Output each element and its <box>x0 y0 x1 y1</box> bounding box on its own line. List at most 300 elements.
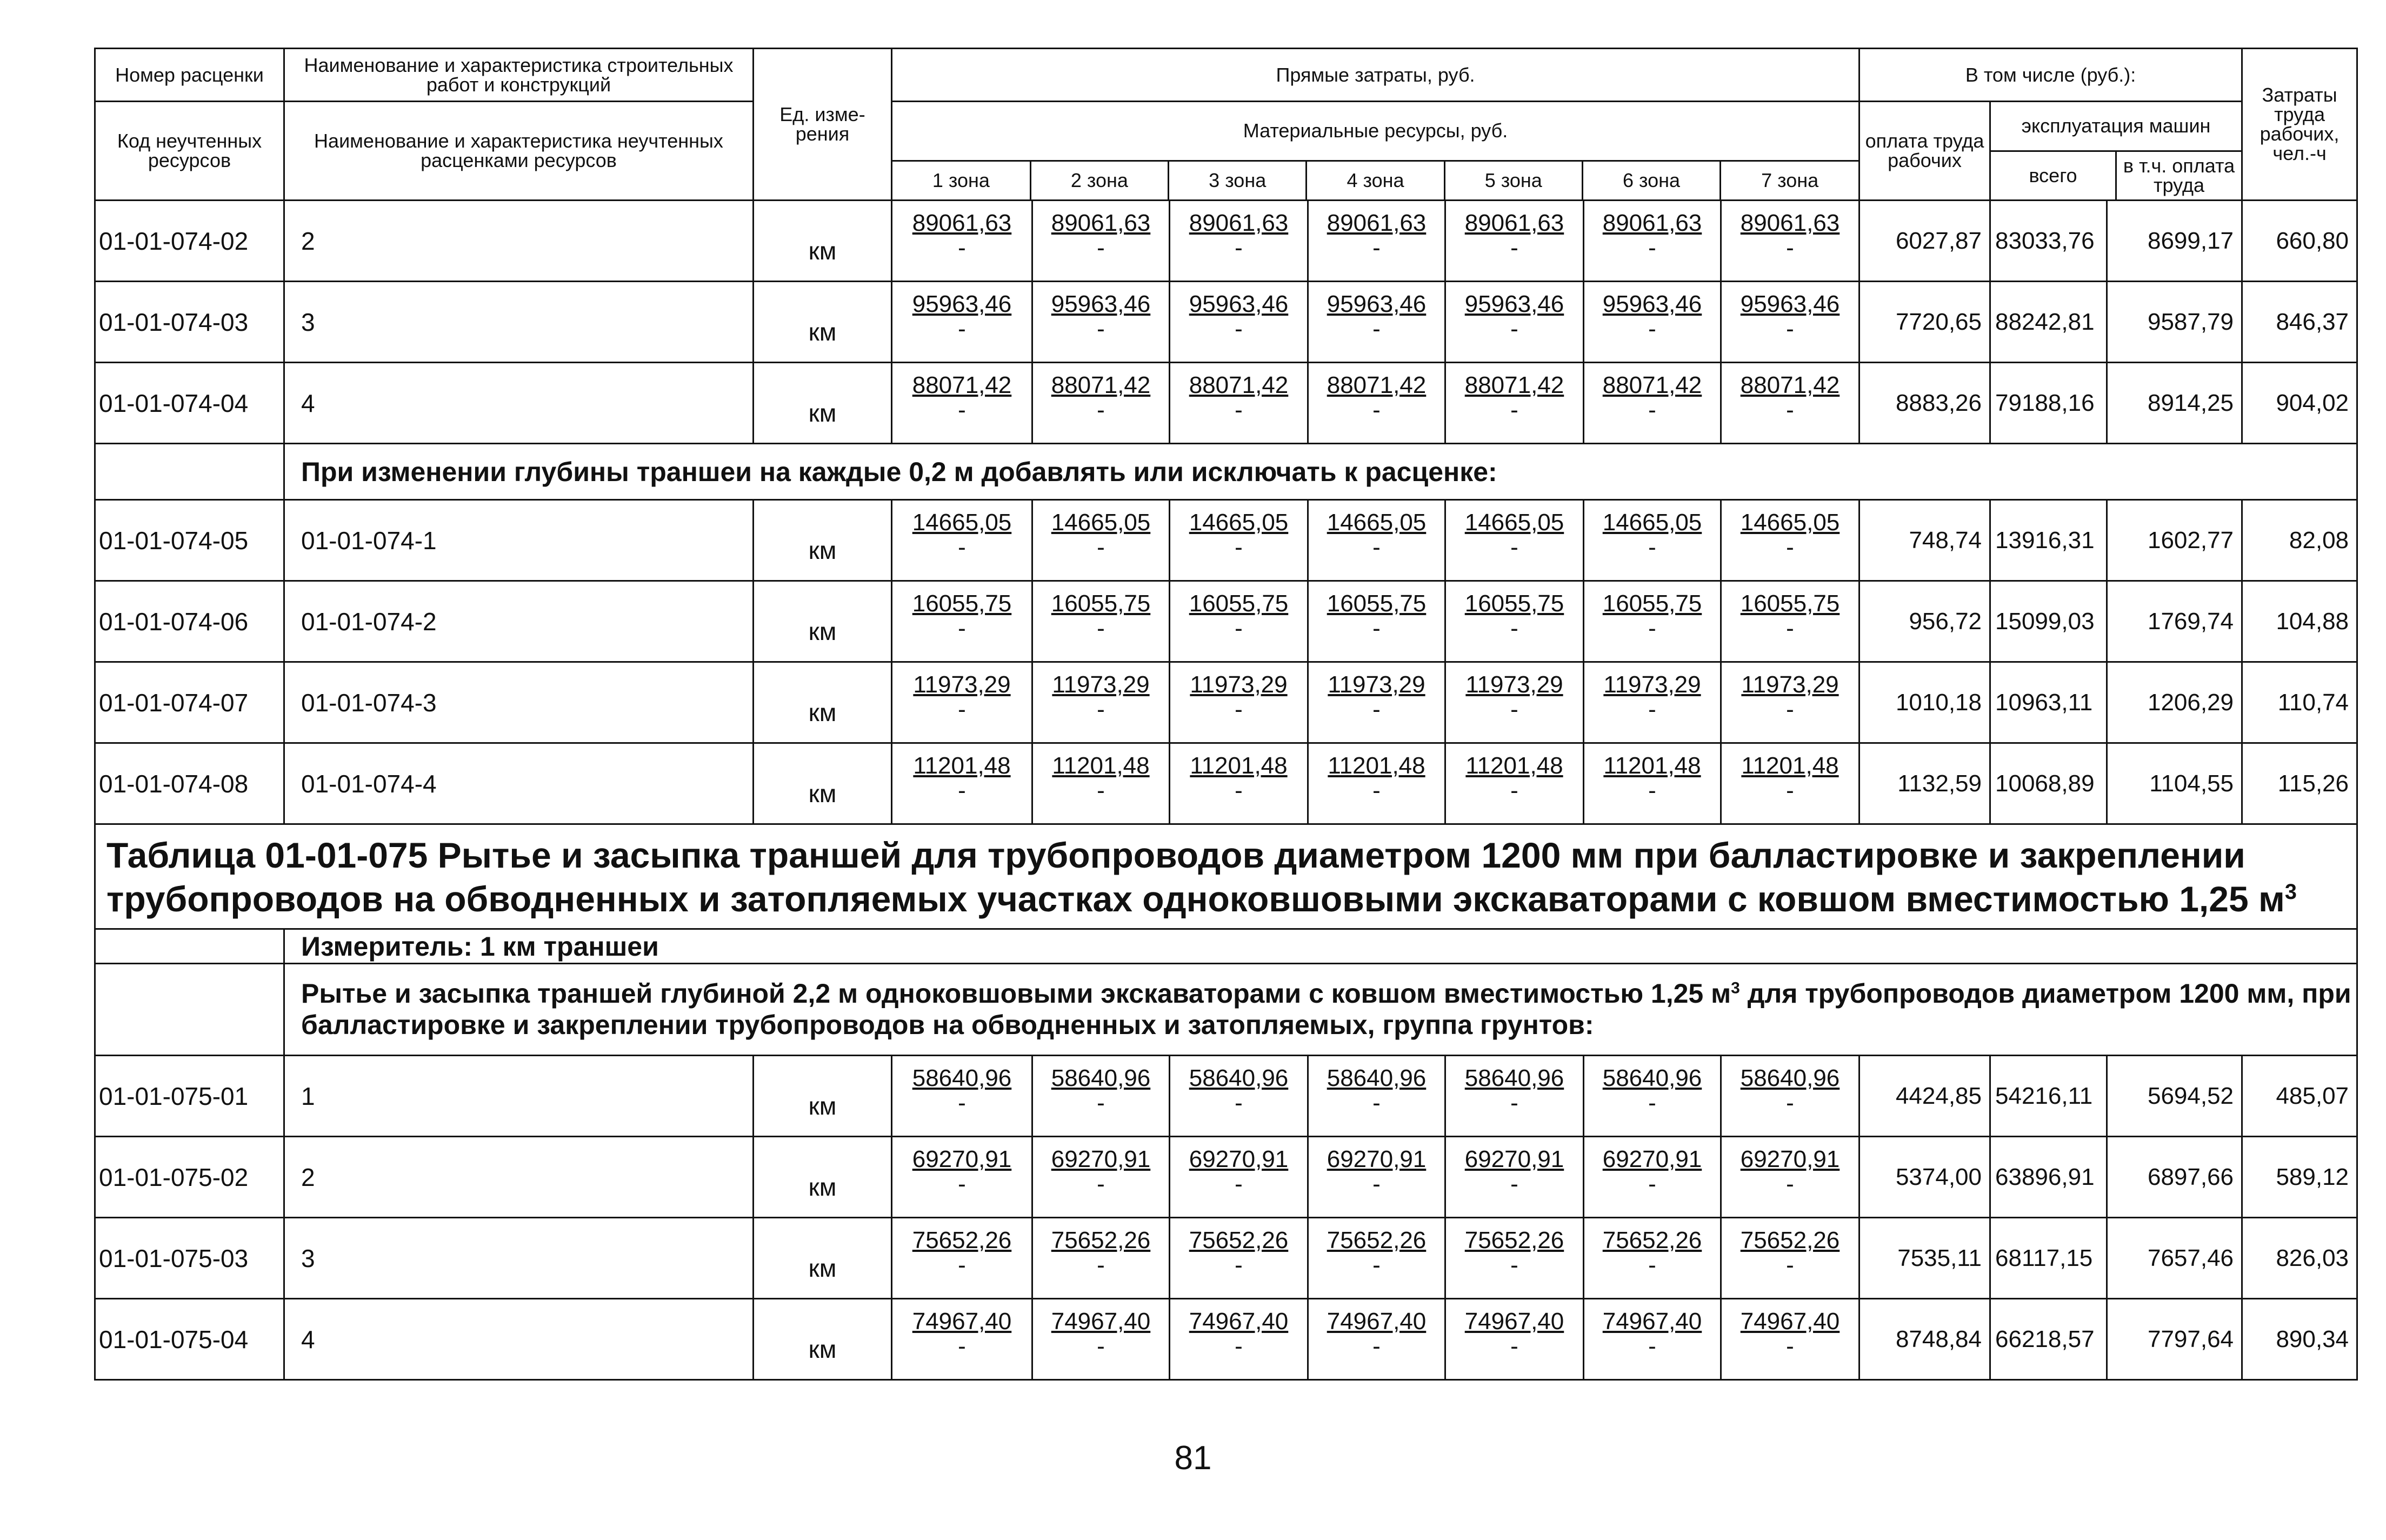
zone-price-sub: - <box>1510 1090 1518 1117</box>
labor-pay-value: 8748,84 <box>1860 1299 1990 1380</box>
zone-price-value: 75652,26 <box>1051 1227 1151 1254</box>
rate-name: 01-01-074-3 <box>284 662 754 743</box>
zone-price-5 <box>1445 282 1584 363</box>
zone-price-7 <box>1721 1299 1860 1380</box>
zone-price-value: 88071,42 <box>1464 372 1564 398</box>
zone-price-7 <box>1721 282 1860 363</box>
header-materials-block <box>892 102 1860 201</box>
zone-price-value: 14665,05 <box>912 509 1012 536</box>
zone-price-2 <box>1032 201 1170 282</box>
zone-price-3 <box>1170 201 1308 282</box>
zone-price-3 <box>1170 1137 1308 1218</box>
zone-price-4 <box>1308 1218 1445 1299</box>
zone-price-sub: - <box>1786 1333 1794 1360</box>
zone-price-2 <box>1032 282 1170 363</box>
zone-price-sub: - <box>1372 696 1381 723</box>
zone-price-sub: - <box>1648 534 1656 561</box>
zone-price-value: 16055,75 <box>1189 590 1289 617</box>
zone-price-2 <box>1032 1137 1170 1218</box>
description-empty <box>95 964 284 1056</box>
zone-price-value: 11201,48 <box>1052 752 1150 779</box>
zone-price-sub: - <box>1372 1252 1381 1279</box>
zone-price-sub: - <box>1235 777 1243 804</box>
zone-price-sub: - <box>1510 696 1518 723</box>
labor-pay-value: 4424,85 <box>1860 1056 1990 1137</box>
zone-price-sub: - <box>958 696 966 723</box>
zone-price-value: 74967,40 <box>1327 1308 1427 1335</box>
zone-price-sub: - <box>1786 615 1794 642</box>
table-row <box>95 1218 2357 1299</box>
rate-code: 01-01-074-07 <box>95 662 284 743</box>
zone-price-sub: - <box>1235 316 1243 343</box>
zone-price-5 <box>1445 662 1584 743</box>
zone-price-value: 89061,63 <box>1051 210 1151 236</box>
zone-price-7 <box>1721 1137 1860 1218</box>
zone-price-value: 11201,48 <box>1603 752 1701 779</box>
zone-price-7 <box>1721 743 1860 824</box>
zone-price-sub: - <box>1372 1171 1381 1198</box>
rate-name: 4 <box>284 1299 754 1380</box>
labor-pay-value: 956,72 <box>1860 581 1990 662</box>
zone-price-sub: - <box>1097 1333 1105 1360</box>
table-title-sup: 3 <box>2284 879 2297 904</box>
page-number: 81 <box>1174 1439 1212 1477</box>
table-row <box>95 1056 2357 1137</box>
zone-price-4 <box>1308 581 1445 662</box>
zone-price-value: 89061,63 <box>1327 210 1427 236</box>
zone-price-6 <box>1584 1218 1721 1299</box>
labor-pay-value: 5374,00 <box>1860 1137 1990 1218</box>
labor-pay-value: 7535,11 <box>1860 1218 1990 1299</box>
zone-price-1 <box>892 581 1032 662</box>
zone-price-value: 95963,46 <box>1189 291 1289 317</box>
rate-code: 01-01-074-06 <box>95 581 284 662</box>
zone-price-value: 16055,75 <box>1327 590 1427 617</box>
zone-price-3 <box>1170 500 1308 581</box>
zone-price-value: 88071,42 <box>1327 372 1427 398</box>
zone-price-value: 16055,75 <box>912 590 1012 617</box>
zone-price-sub: - <box>958 397 966 424</box>
zone-price-sub: - <box>1510 397 1518 424</box>
zone-price-4 <box>1308 662 1445 743</box>
zone-price-value: 88071,42 <box>1189 372 1289 398</box>
machines-labor-value: 1769,74 <box>2107 581 2242 662</box>
zone-price-value: 69270,91 <box>1602 1146 1702 1172</box>
rate-name: 4 <box>284 363 754 444</box>
header-labor-hours: Затраты труда рабочих, чел.-ч <box>2242 49 2357 201</box>
zone-price-value: 88071,42 <box>912 372 1012 398</box>
zone-price-6 <box>1584 1299 1721 1380</box>
zone-price-3 <box>1170 1218 1308 1299</box>
header-code-rate: Номер расценки <box>95 49 284 102</box>
machines-total-value: 88242,81 <box>1990 282 2107 363</box>
header-machines-total: всего <box>1991 151 2116 199</box>
labor-pay-value: 748,74 <box>1860 500 1990 581</box>
zone-price-sub: - <box>1786 1252 1794 1279</box>
zone-price-value: 69270,91 <box>1327 1146 1427 1172</box>
labor-hours-value: 846,37 <box>2242 282 2357 363</box>
machines-total-value: 54216,11 <box>1990 1056 2107 1137</box>
header-direct-costs: Прямые затраты, руб. <box>892 49 1860 102</box>
header-zone-2: 2 зона <box>1030 161 1168 199</box>
zone-price-2 <box>1032 662 1170 743</box>
machines-labor-value: 8914,25 <box>2107 363 2242 444</box>
machines-total-value: 10963,11 <box>1990 662 2107 743</box>
zone-price-sub: - <box>1372 316 1381 343</box>
zone-price-7 <box>1721 1218 1860 1299</box>
description-text-2: для трубопроводов диаметром 1200 мм, при балластировке и закреплении трубопроводов на обводненных и затопляемых, группа грунтов: <box>301 978 2351 1040</box>
rate-name: 2 <box>284 1137 754 1218</box>
zone-price-sub: - <box>1235 1333 1243 1360</box>
labor-pay-value: 1132,59 <box>1860 743 1990 824</box>
description-sup: 3 <box>1731 979 1740 997</box>
header-materials: Материальные ресурсы, руб. <box>892 102 1858 161</box>
zone-price-value: 69270,91 <box>1051 1146 1151 1172</box>
machines-labor-value: 5694,52 <box>2107 1056 2242 1137</box>
labor-pay-value: 7720,65 <box>1860 282 1990 363</box>
zone-price-6 <box>1584 1056 1721 1137</box>
zone-price-sub: - <box>1097 615 1105 642</box>
zone-price-4 <box>1308 282 1445 363</box>
machines-total-value: 68117,15 <box>1990 1218 2107 1299</box>
zone-price-5 <box>1445 743 1584 824</box>
zone-price-sub: - <box>1235 534 1243 561</box>
zone-price-5 <box>1445 201 1584 282</box>
labor-hours-value: 82,08 <box>2242 500 2357 581</box>
table-row <box>95 201 2357 282</box>
header-zone-6: 6 зона <box>1582 161 1720 199</box>
zone-price-4 <box>1308 363 1445 444</box>
zone-price-value: 14665,05 <box>1189 509 1289 536</box>
unit-cell: км <box>754 282 892 363</box>
zone-price-4 <box>1308 1056 1445 1137</box>
zone-price-sub: - <box>958 316 966 343</box>
unit-cell: км <box>754 201 892 282</box>
zone-price-sub: - <box>1097 1171 1105 1198</box>
zone-price-sub: - <box>1097 397 1105 424</box>
zone-price-value: 75652,26 <box>1602 1227 1702 1254</box>
zone-price-2 <box>1032 363 1170 444</box>
machines-labor-value: 1602,77 <box>2107 500 2242 581</box>
zone-price-7 <box>1721 500 1860 581</box>
zone-price-sub: - <box>958 777 966 804</box>
zone-price-value: 69270,91 <box>1740 1146 1840 1172</box>
machines-labor-value: 7797,64 <box>2107 1299 2242 1380</box>
zone-price-value: 69270,91 <box>1189 1146 1289 1172</box>
zone-price-3 <box>1170 1056 1308 1137</box>
table-row <box>95 743 2357 824</box>
zone-price-value: 16055,75 <box>1740 590 1840 617</box>
zone-price-value: 95963,46 <box>912 291 1012 317</box>
zone-price-5 <box>1445 363 1584 444</box>
rate-name: 1 <box>284 1056 754 1137</box>
zone-price-sub: - <box>1648 696 1656 723</box>
zone-price-4 <box>1308 500 1445 581</box>
zone-price-value: 75652,26 <box>1464 1227 1564 1254</box>
header-zone-4: 4 зона <box>1307 161 1444 199</box>
zone-price-7 <box>1721 581 1860 662</box>
zone-price-sub: - <box>1510 534 1518 561</box>
rate-code: 01-01-074-04 <box>95 363 284 444</box>
rate-name: 01-01-074-2 <box>284 581 754 662</box>
zone-price-sub: - <box>1648 1171 1656 1198</box>
header-row-2 <box>95 102 2357 201</box>
header-code-unpriced: Код неучтенных ресурсов <box>95 102 284 201</box>
zone-price-sub: - <box>1097 235 1105 262</box>
zone-price-1 <box>892 363 1032 444</box>
zone-price-sub: - <box>1510 777 1518 804</box>
zone-price-sub: - <box>1648 1252 1656 1279</box>
zone-price-3 <box>1170 282 1308 363</box>
zone-price-sub: - <box>1786 696 1794 723</box>
depth-note: При изменении глубины траншеи на каждые 0,2 м добавлять или исключать к расценке: <box>284 444 2357 500</box>
zone-price-value: 74967,40 <box>1189 1308 1289 1335</box>
price-table <box>94 48 2358 1381</box>
zone-price-sub: - <box>1097 534 1105 561</box>
zone-price-sub: - <box>958 615 966 642</box>
zone-price-value: 88071,42 <box>1051 372 1151 398</box>
zone-price-sub: - <box>1510 235 1518 262</box>
zone-price-1 <box>892 201 1032 282</box>
machines-labor-value: 6897,66 <box>2107 1137 2242 1218</box>
zone-price-sub: - <box>1786 397 1794 424</box>
zone-price-4 <box>1308 1137 1445 1218</box>
labor-hours-value: 904,02 <box>2242 363 2357 444</box>
unit-cell: км <box>754 1299 892 1380</box>
zone-price-sub: - <box>1097 1252 1105 1279</box>
rate-name: 3 <box>284 1218 754 1299</box>
depth-note-row <box>95 444 2357 500</box>
zone-price-value: 89061,63 <box>1602 210 1702 236</box>
zone-price-sub: - <box>1372 397 1381 424</box>
machines-labor-value: 8699,17 <box>2107 201 2242 282</box>
zone-price-sub: - <box>958 235 966 262</box>
rate-name: 01-01-074-4 <box>284 743 754 824</box>
zone-price-sub: - <box>958 1090 966 1117</box>
zone-price-1 <box>892 662 1032 743</box>
table-row <box>95 1299 2357 1380</box>
zone-price-value: 95963,46 <box>1740 291 1840 317</box>
zone-price-value: 11973,29 <box>1603 671 1701 698</box>
machines-labor-value: 7657,46 <box>2107 1218 2242 1299</box>
table-title-text: Таблица 01-01-075 Рытье и засыпка траншей для трубопроводов диаметром 1200 мм при балластировке и закреплении трубопроводов на обводненных и затопляемых участках одноковшовыми экскаваторами с ковшом вместимостью 1,25 м <box>106 835 2285 919</box>
zone-price-value: 75652,26 <box>1327 1227 1427 1254</box>
zone-price-1 <box>892 1218 1032 1299</box>
zone-price-value: 11201,48 <box>1328 752 1425 779</box>
header-zone-5: 5 зона <box>1444 161 1582 199</box>
zone-price-6 <box>1584 201 1721 282</box>
zone-price-value: 11973,29 <box>913 671 1011 698</box>
machines-total-value: 15099,03 <box>1990 581 2107 662</box>
zone-price-value: 14665,05 <box>1602 509 1702 536</box>
depth-note-empty <box>95 444 284 500</box>
zone-price-5 <box>1445 1056 1584 1137</box>
zone-price-value: 75652,26 <box>912 1227 1012 1254</box>
zone-price-value: 58640,96 <box>1189 1065 1289 1091</box>
rate-name: 3 <box>284 282 754 363</box>
zone-price-value: 11973,29 <box>1741 671 1839 698</box>
zone-price-5 <box>1445 1299 1584 1380</box>
zone-price-7 <box>1721 201 1860 282</box>
machines-labor-value: 9587,79 <box>2107 282 2242 363</box>
zone-price-sub: - <box>1372 235 1381 262</box>
unit-cell: км <box>754 363 892 444</box>
header-unit: Ед. изме-рения <box>754 49 892 201</box>
rate-code: 01-01-074-03 <box>95 282 284 363</box>
zone-price-7 <box>1721 662 1860 743</box>
header-zone-row <box>892 161 1858 199</box>
labor-hours-value: 890,34 <box>2242 1299 2357 1380</box>
zone-price-value: 58640,96 <box>1051 1065 1151 1091</box>
zone-price-sub: - <box>1097 777 1105 804</box>
zone-price-3 <box>1170 662 1308 743</box>
rate-name: 01-01-074-1 <box>284 500 754 581</box>
labor-hours-value: 826,03 <box>2242 1218 2357 1299</box>
measure-note: Измеритель: 1 км траншеи <box>284 929 2357 964</box>
zone-price-sub: - <box>1648 397 1656 424</box>
zone-price-value: 11973,29 <box>1190 671 1288 698</box>
zone-price-sub: - <box>1235 235 1243 262</box>
rate-code: 01-01-074-05 <box>95 500 284 581</box>
zone-price-sub: - <box>958 1252 966 1279</box>
zone-price-sub: - <box>1786 235 1794 262</box>
zone-price-value: 74967,40 <box>1602 1308 1702 1335</box>
unit-cell: км <box>754 581 892 662</box>
zone-price-sub: - <box>1510 1252 1518 1279</box>
price-table-sheet <box>94 48 2356 1381</box>
header-name-unpriced: Наименование и характеристика неучтенных расценками ресурсов <box>284 102 754 201</box>
header-incl: В том числе (руб.): <box>1860 49 2242 102</box>
zone-price-value: 11973,29 <box>1052 671 1150 698</box>
zone-price-value: 75652,26 <box>1189 1227 1289 1254</box>
zone-price-5 <box>1445 1218 1584 1299</box>
zone-price-7 <box>1721 1056 1860 1137</box>
zone-price-sub: - <box>1648 235 1656 262</box>
rate-code: 01-01-074-02 <box>95 201 284 282</box>
zone-price-value: 16055,75 <box>1051 590 1151 617</box>
zone-price-value: 74967,40 <box>912 1308 1012 1335</box>
zone-price-2 <box>1032 500 1170 581</box>
zone-price-sub: - <box>1372 615 1381 642</box>
zone-price-value: 14665,05 <box>1740 509 1840 536</box>
zone-price-1 <box>892 282 1032 363</box>
zone-price-value: 74967,40 <box>1464 1308 1564 1335</box>
zone-price-2 <box>1032 581 1170 662</box>
header-zone-7: 7 зона <box>1761 169 1819 191</box>
zone-price-value: 58640,96 <box>912 1065 1012 1091</box>
labor-hours-value: 485,07 <box>2242 1056 2357 1137</box>
zone-price-6 <box>1584 363 1721 444</box>
zone-price-sub: - <box>1786 1090 1794 1117</box>
machines-total-value: 66218,57 <box>1990 1299 2107 1380</box>
machines-total-value: 13916,31 <box>1990 500 2107 581</box>
labor-hours-value: 104,88 <box>2242 581 2357 662</box>
unit-cell: км <box>754 1056 892 1137</box>
labor-pay-value: 1010,18 <box>1860 662 1990 743</box>
zone-price-7 <box>1721 363 1860 444</box>
table-row <box>95 363 2357 444</box>
machines-total-value: 10068,89 <box>1990 743 2107 824</box>
zone-price-3 <box>1170 363 1308 444</box>
zone-price-value: 89061,63 <box>912 210 1012 236</box>
machines-labor-value: 1206,29 <box>2107 662 2242 743</box>
table-row <box>95 581 2357 662</box>
zone-price-sub: - <box>1097 1090 1105 1117</box>
zone-price-value: 11201,48 <box>1465 752 1563 779</box>
zone-price-1 <box>892 500 1032 581</box>
zone-price-sub: - <box>1235 1090 1243 1117</box>
zone-price-value: 69270,91 <box>1464 1146 1564 1172</box>
machines-labor-value: 1104,55 <box>2107 743 2242 824</box>
header-machines-table <box>1991 102 2241 199</box>
zone-price-2 <box>1032 743 1170 824</box>
zone-price-value: 14665,05 <box>1327 509 1427 536</box>
zone-price-sub: - <box>1786 534 1794 561</box>
zone-price-sub: - <box>1510 615 1518 642</box>
zone-price-sub: - <box>1510 1333 1518 1360</box>
header-machines-labor: в т.ч. оплата труда <box>2123 154 2235 196</box>
zone-price-6 <box>1584 662 1721 743</box>
zone-price-3 <box>1170 743 1308 824</box>
zone-price-5 <box>1445 500 1584 581</box>
zone-price-sub: - <box>958 534 966 561</box>
header-zone-3: 3 зона <box>1169 161 1307 199</box>
machines-total-value: 83033,76 <box>1990 201 2107 282</box>
zone-price-6 <box>1584 500 1721 581</box>
zone-price-sub: - <box>1648 777 1656 804</box>
zone-price-sub: - <box>1235 1171 1243 1198</box>
zone-price-value: 89061,63 <box>1464 210 1564 236</box>
zone-price-sub: - <box>1648 316 1656 343</box>
zone-price-value: 74967,40 <box>1051 1308 1151 1335</box>
zone-price-value: 89061,63 <box>1189 210 1289 236</box>
zone-price-1 <box>892 1137 1032 1218</box>
zone-price-value: 11973,29 <box>1465 671 1563 698</box>
labor-pay-value: 8883,26 <box>1860 363 1990 444</box>
zone-price-5 <box>1445 581 1584 662</box>
header-machines: эксплуатация машин <box>1991 102 2241 151</box>
unit-cell: км <box>754 500 892 581</box>
zone-price-sub: - <box>1648 1333 1656 1360</box>
zone-price-value: 88071,42 <box>1740 372 1840 398</box>
zone-price-sub: - <box>1372 1090 1381 1117</box>
zone-price-sub: - <box>1097 696 1105 723</box>
zone-price-sub: - <box>1097 316 1105 343</box>
zone-price-sub: - <box>1786 316 1794 343</box>
machines-total-value: 63896,91 <box>1990 1137 2107 1218</box>
zone-price-3 <box>1170 581 1308 662</box>
zone-price-value: 58640,96 <box>1602 1065 1702 1091</box>
zone-price-value: 58640,96 <box>1740 1065 1840 1091</box>
zone-price-sub: - <box>958 1333 966 1360</box>
zone-price-value: 16055,75 <box>1464 590 1564 617</box>
header-labor-pay: оплата труда рабочих <box>1860 102 1990 201</box>
machines-total-value: 79188,16 <box>1990 363 2107 444</box>
labor-hours-value: 110,74 <box>2242 662 2357 743</box>
rate-code: 01-01-075-04 <box>95 1299 284 1380</box>
rate-code: 01-01-075-02 <box>95 1137 284 1218</box>
zone-price-value: 58640,96 <box>1327 1065 1427 1091</box>
zone-price-6 <box>1584 1137 1721 1218</box>
zone-price-sub: - <box>1235 1252 1243 1279</box>
zone-price-value: 11201,48 <box>1741 752 1839 779</box>
zone-price-sub: - <box>1786 777 1794 804</box>
description-row <box>95 964 2357 1056</box>
zone-price-1 <box>892 1056 1032 1137</box>
measure-note-row <box>95 929 2357 964</box>
zone-price-sub: - <box>958 1171 966 1198</box>
zone-price-sub: - <box>1235 615 1243 642</box>
